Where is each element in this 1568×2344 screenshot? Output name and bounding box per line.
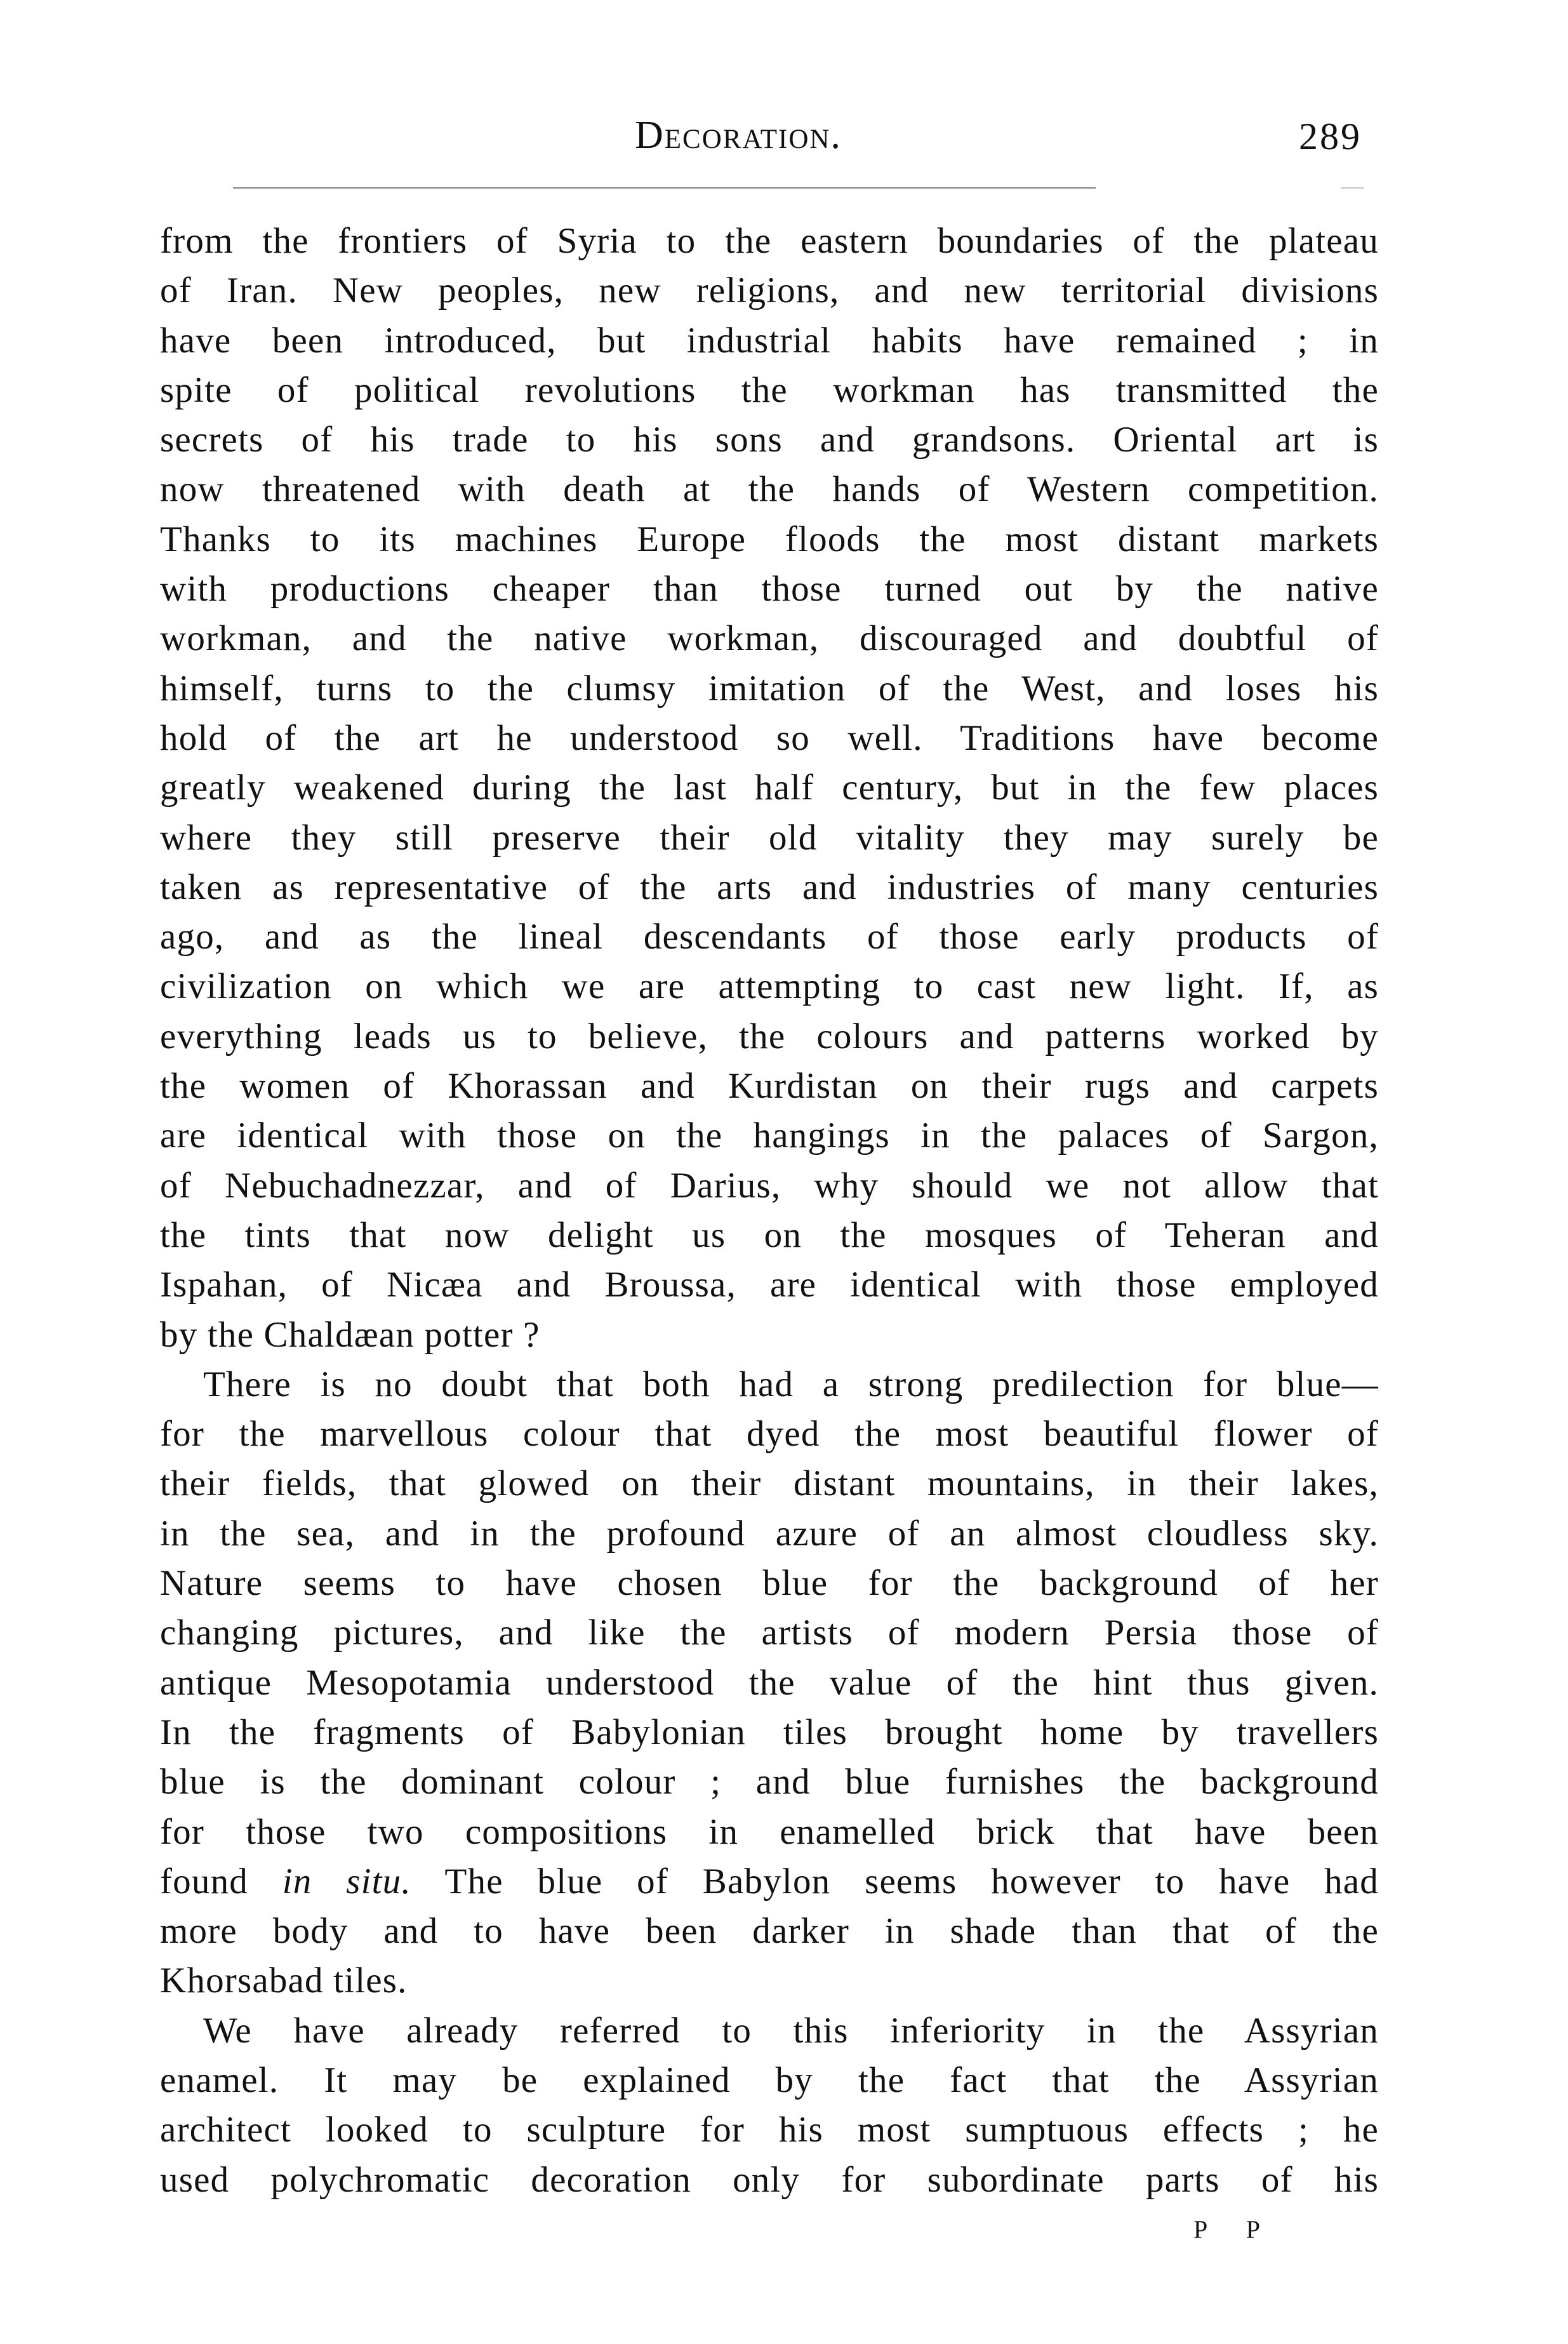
text-line: in the sea, and in the profound azure of an almost cloudless sky. (160, 1513, 1379, 1554)
text-line: There is no doubt that both had a strong predilection for blue— (203, 1364, 1379, 1404)
text-line: where they still preserve their old vitality they may surely be (160, 817, 1379, 858)
text-line: Thanks to its machines Europe floods the most distant markets (160, 519, 1379, 559)
text-line: changing pictures, and like the artists of modern Persia those of (160, 1613, 1379, 1653)
text-line: from the frontiers of Syria to the eastern boundaries of the plateau (160, 221, 1379, 261)
text-line: hold of the art he understood so well. Traditions have become (160, 717, 1379, 758)
page-number: 289 (1299, 116, 1362, 157)
text-line: enamel. It may be explained by the fact that the Assyrian (160, 2060, 1379, 2100)
text-line: with productions cheaper than those turned out by the native (160, 569, 1379, 609)
text-line: secrets of his trade to his sons and grandsons. Oriental art is (160, 420, 1379, 460)
text-line: ago, and as the lineal descendants of those early products of (160, 917, 1379, 957)
text-line: for those two compositions in enamelled brick that have been (160, 1811, 1379, 1852)
text-line: the tints that now delight us on the mosques of Teheran and (160, 1215, 1379, 1255)
text-line: have been introduced, but industrial habits have remained ; in (160, 320, 1379, 361)
text-line: Khorsabad tiles. (160, 1961, 408, 2001)
text-line: taken as representative of the arts and industries of many centuries (160, 867, 1379, 907)
text-line: of Iran. New peoples, new religions, and new territorial divisions (160, 270, 1379, 311)
header-rule (233, 187, 1096, 189)
text-line: are identical with those on the hangings in the palaces of Sargon, (160, 1115, 1379, 1156)
text-line: himself, turns to the clumsy imitation of the West, and loses his (160, 668, 1379, 709)
text-line: We have already referred to this inferiority in the Assyrian (203, 2010, 1379, 2051)
text-line: everything leads us to believe, the colours and patterns worked by (160, 1016, 1379, 1056)
text-line: antique Mesopotamia understood the value of the hint thus given. (160, 1662, 1379, 1703)
body-text (160, 216, 1379, 2205)
text-line: by the Chaldæan potter ? (160, 1314, 540, 1355)
text-line: their fields, that glowed on their distant mountains, in their lakes, (160, 1463, 1379, 1504)
text-line: civilization on which we are attempting to cast new light. If, as (160, 966, 1379, 1007)
text-line: more body and to have been darker in shade than that of the (160, 1911, 1379, 1952)
signature-mark: P P (1193, 2215, 1277, 2244)
text-line: In the fragments of Babylonian tiles brought home by travellers (160, 1712, 1379, 1752)
text-line: now threatened with death at the hands of Western competition. (160, 469, 1379, 510)
text-line: the women of Khorassan and Kurdistan on their rugs and carpets (160, 1066, 1379, 1107)
text-line: Ispahan, of Nicæa and Broussa, are identical with those employed (160, 1265, 1379, 1305)
header-rule-fragment (1341, 187, 1364, 189)
text-line: architect looked to sculpture for his most sumptuous effects ; he (160, 2110, 1379, 2150)
text-line: spite of political revolutions the workman has transmitted the (160, 370, 1379, 410)
text-line: of Nebuchadnezzar, and of Darius, why should we not allow that (160, 1165, 1379, 1206)
text-line: workman, and the native workman, discouraged and doubtful of (160, 618, 1379, 659)
text-line: greatly weakened during the last half century, but in the few places (160, 768, 1379, 808)
text-line: used polychromatic decoration only for subordinate parts of his (160, 2159, 1379, 2200)
running-title: Decoration. (635, 114, 842, 157)
text-line: blue is the dominant colour ; and blue furnishes the background (160, 1762, 1379, 1802)
text-segment: The blue of Babylon seems however to have had (411, 1861, 1379, 1901)
italic-phrase: in situ. (282, 1861, 411, 1901)
text-segment: found (160, 1861, 282, 1901)
text-line: Nature seems to have chosen blue for the background of her (160, 1563, 1379, 1604)
text-line: for the marvellous colour that dyed the most beautiful flower of (160, 1414, 1379, 1455)
text-line-with-italic (160, 1857, 1379, 1907)
